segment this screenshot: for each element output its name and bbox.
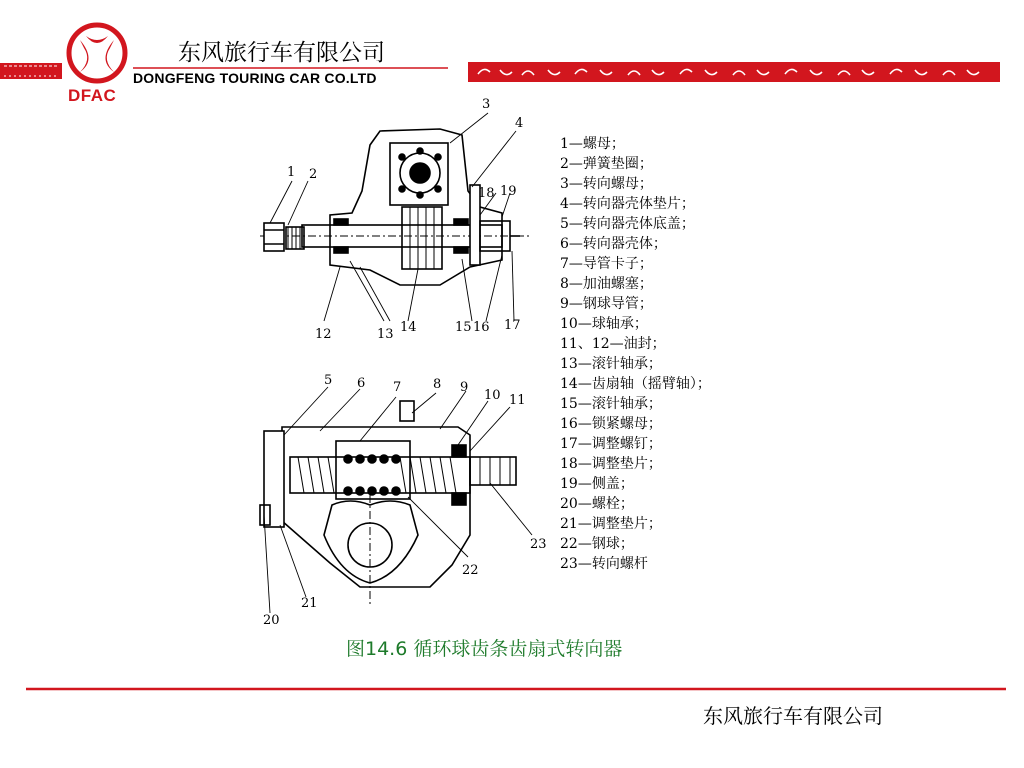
part-label: 4 bbox=[515, 116, 524, 131]
header-company-name-cn: 东风旅行车有限公司 bbox=[178, 40, 385, 66]
header-company-name-en: DONGFENG TOURING CAR CO.LTD bbox=[133, 70, 377, 86]
part-label: 10 bbox=[484, 388, 501, 403]
dfac-logo-icon bbox=[69, 25, 125, 81]
legend-item: 9—钢球导管； bbox=[560, 296, 653, 312]
header-red-band bbox=[468, 62, 1000, 82]
legend-item: 19—侧盖； bbox=[560, 476, 634, 492]
legend-item: 18—调整垫片； bbox=[560, 456, 662, 472]
part-label: 14 bbox=[400, 320, 417, 335]
part-label: 5 bbox=[324, 373, 333, 388]
legend-item: 4—转向器壳体垫片； bbox=[560, 196, 695, 212]
part-label: 20 bbox=[263, 613, 280, 628]
part-label: 2 bbox=[309, 167, 318, 182]
footer-red-line bbox=[0, 686, 1024, 694]
legend-item: 15—滚针轴承； bbox=[560, 396, 662, 412]
header-graphics bbox=[0, 0, 1024, 110]
part-label: 1 bbox=[287, 165, 296, 180]
legend-item: 20—螺栓； bbox=[560, 496, 634, 512]
left-red-strip bbox=[0, 63, 62, 79]
legend-item: 7—导管卡子； bbox=[560, 256, 653, 272]
part-label: 22 bbox=[462, 563, 479, 578]
part-label: 12 bbox=[315, 327, 332, 342]
part-label: 6 bbox=[357, 376, 366, 391]
part-label: 11 bbox=[509, 393, 526, 408]
part-label: 9 bbox=[460, 380, 469, 395]
part-label: 7 bbox=[393, 380, 402, 395]
part-label: 17 bbox=[504, 318, 521, 333]
part-label: 16 bbox=[473, 320, 490, 335]
part-label: 18 bbox=[478, 186, 495, 201]
part-label: 3 bbox=[482, 97, 491, 112]
legend-item: 10—球轴承； bbox=[560, 316, 648, 332]
legend-item: 11、12—油封； bbox=[560, 336, 666, 352]
figure-caption: 图14.6 循环球齿条齿扇式转向器 bbox=[346, 638, 623, 660]
legend-item: 22—钢球； bbox=[560, 536, 634, 552]
brand-logo-text: DFAC bbox=[68, 86, 117, 105]
bottom-section-view bbox=[260, 387, 532, 613]
legend-item: 17—调整螺钉； bbox=[560, 436, 662, 452]
legend-item: 21—调整垫片； bbox=[560, 516, 662, 532]
legend-item: 23—转向螺杆 bbox=[560, 556, 648, 572]
footer-company-name: 东风旅行车有限公司 bbox=[703, 704, 883, 728]
legend-item: 6—转向器壳体； bbox=[560, 236, 667, 252]
legend-item: 5—转向器壳体底盖； bbox=[560, 216, 695, 232]
part-label: 8 bbox=[433, 377, 442, 392]
legend-item: 3—转向螺母； bbox=[560, 176, 653, 192]
part-label: 15 bbox=[455, 320, 472, 335]
top-section-view bbox=[260, 113, 530, 321]
part-label: 21 bbox=[301, 596, 318, 611]
part-label: 19 bbox=[500, 184, 517, 199]
legend-item: 16—锁紧螺母； bbox=[560, 416, 662, 432]
legend-item: 13—滚针轴承； bbox=[560, 356, 662, 372]
part-label: 13 bbox=[377, 327, 394, 342]
legend-item: 2—弹簧垫圈； bbox=[560, 156, 653, 172]
legend-item: 1—螺母； bbox=[560, 136, 625, 152]
legend-item: 14—齿扇轴（摇臂轴）； bbox=[560, 376, 711, 392]
part-label: 23 bbox=[530, 537, 547, 552]
legend-item: 8—加油螺塞； bbox=[560, 276, 653, 292]
